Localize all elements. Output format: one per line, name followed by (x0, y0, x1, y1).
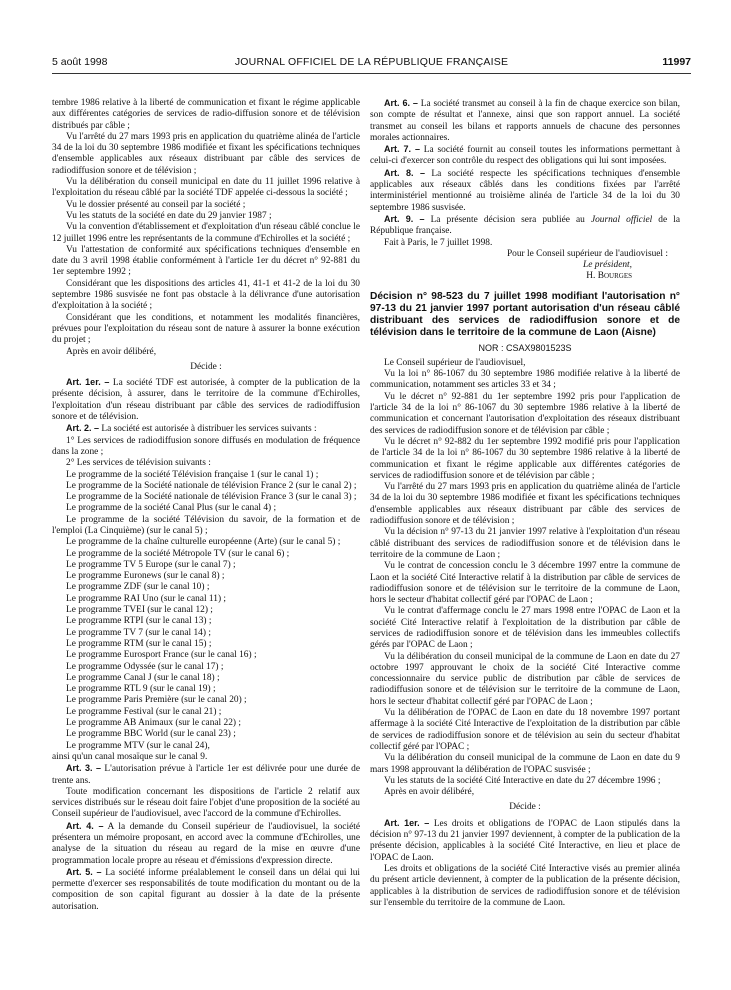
paragraph: Les droits et obligations de la société Cité Interactive visés au premier alinéa du présent article deviennent, à compter de la publication de la présente décision, applicables à la distribution de services de radiodiffusion sonore et de télévision sur l'ensemble du territoire de la commune de Laon. (370, 863, 680, 908)
paragraph: Vu le décret n° 92-881 du 1er septembre 1992 pris pour l'application de l'article 34 de la loi n° 86-1067 du 30 septembre 1986 relative à la liberté de communication et concernant l'autorisation d'exploitation des réseaux distribuant des services de radiodiffusion sonore et de télévision par câble ; (370, 391, 680, 436)
paragraph: ainsi qu'un canal mosaïque sur le canal 9. (52, 751, 208, 762)
paragraph: Considérant que les dispositions des articles 41, 41-1 et 41-2 de la loi du 30 septembre 1986 susvisée ne font pas obstacle à la délivrance d'une autorisation d'exploitation à la société ; (52, 278, 360, 312)
header-rule (52, 73, 691, 74)
programme-item: Le programme de la société Canal Plus (sur le canal 4) ; (66, 503, 277, 514)
article-5 (52, 867, 360, 913)
programme-item: Le programme de la société Métropole TV (sur le canal 6) ; (66, 548, 290, 559)
article-label: Art. 1er. – (384, 817, 430, 828)
paragraph: 1° Les services de radiodiffusion sonore diffusés en modulation de fréquence dans la zone ; (52, 435, 360, 457)
signature-name: H. Bourges (586, 271, 632, 282)
programme-item: Le programme Festival (sur le canal 21) ; (66, 706, 222, 717)
programme-item: Le programme de la Société nationale de télévision France 2 (sur le canal 2) ; (66, 480, 357, 491)
article-9 (370, 214, 680, 238)
paragraph: Vu la délibération du conseil municipal de la commune de Laon en date du 9 mars 1998 approuvant la délibération de l'OPAC susvisée ; (370, 753, 680, 775)
paragraph: Toute modification concernant les dispositions de l'article 2 relatif aux services distribués sur le réseau doit faire l'objet d'une proposition de la société au Conseil supérieur de l'audiovisuel, avec l'accord de la commune d'Echirolles. (52, 786, 360, 820)
programme-item: Le programme TV 5 Europe (sur le canal 7) ; (66, 559, 236, 570)
paragraph: Considérant que les conditions, et notamment les modalités financières, prévues pour l'exploitation du réseau sont de nature à assurer la bonne exécution du projet ; (52, 312, 360, 346)
article-label: Art. 4. – (66, 820, 104, 831)
programme-item: Le programme TV 7 (sur le canal 14) ; (66, 627, 211, 638)
article-6 (370, 98, 680, 144)
article-text: La société transmet au conseil à la fin de chaque exercice son bilan, son compte de résultat et l'annexe, ainsi que son rapport annuel. La société transmet au conseil les bilans et rapports annuels de chacune des personnes morales actionnaires. (370, 99, 681, 143)
article-1 (52, 377, 360, 423)
article-label: Art. 5. – (66, 866, 102, 877)
article-2 (52, 423, 360, 435)
article-text: La société TDF est autorisée, à compter de la publication de la présente décision, à assurer, dans le territoire de la commune d'Echirolles, l'exploitation d'un réseau distribuant par câble des services de radiodiffusion sonore et de télévision. (52, 378, 361, 423)
article-text: L'autorisation prévue à l'article 1er est délivrée pour une durée de trente ans. (52, 764, 360, 786)
article-label: Art. 7. – (384, 144, 420, 155)
programme-item: Le programme de la Société nationale de télévision France 3 (sur le canal 3) ; (66, 492, 357, 503)
decide-heading: Décide : (509, 802, 541, 813)
paragraph: Vu la délibération du conseil municipal en date du 11 juillet 1996 relative à l'exploitation du réseau câblé par la société TDF appelée ci-dessous la société ; (52, 177, 360, 199)
paragraph: 2° Les services de télévision suivants : (66, 458, 211, 469)
paragraph: Vu la décision n° 97-13 du 21 janvier 1997 relative à l'exploitation d'un réseau câblé distribuant des services de radiodiffusion sonore et de télévision dans le territoire de la commune de Laon ; (370, 527, 680, 560)
programme-item: Le programme Paris Première (sur le canal 20) ; (66, 695, 247, 706)
programme-item: Le programme MTV (sur le canal 24), (66, 740, 210, 751)
left-column (52, 98, 360, 913)
paragraph: Après en avoir délibéré, (66, 346, 157, 357)
paragraph: Vu le contrat de concession conclu le 3 décembre 1997 entre la commune de Laon et la société Cité Interactive relatif à la distribution par câble de services de radiodiffusion sonore et de télévision sur le territoire de la commune de Laon, hors le secteur d'habitat collectif géré par l'OPAC de Laon ; (370, 561, 680, 606)
paragraph: Vu l'arrêté du 27 mars 1993 pris en application du quatrième alinéa de l'article 34 de la loi du 30 septembre 1986 modifiée et fixant les spécifications techniques d'ensemble applicables aux réseaux distribuant par câble des services de radiodiffusion sonore et de télévision ; (370, 482, 680, 527)
article-label: Art. 9. – (384, 213, 425, 224)
article-label: Art. 2. – (66, 423, 100, 434)
programme-item: Le programme de la société Télévision du savoir, de la formation et de l'emploi (La Cinquième) (sur le canal 5) ; (52, 514, 360, 536)
article-label: Art. 1er. – (66, 377, 110, 388)
decide-heading: Décide : (190, 361, 222, 372)
programme-item: Le programme AB Animaux (sur le canal 22) ; (66, 718, 241, 729)
nor-reference: NOR : CSAX9801523S (478, 342, 572, 353)
article-3 (52, 763, 360, 787)
article-1 (370, 818, 680, 864)
paragraph: Vu la loi n° 86-1067 du 30 septembre 1986 modifiée relative à la liberté de communication, notamment ses articles 33 et 34 ; (370, 369, 680, 391)
programme-item: Le programme ZDF (sur le canal 10) ; (66, 582, 210, 593)
paragraph: Vu la délibération de l'OPAC de Laon en date du 18 novembre 1997 portant affermage à la société Cité Interactive de l'exploitation de la distribution par câble de services de radiodiffusion sonore et de télévision au sein du secteur d'habitat collectif géré par l'OPAC ; (370, 708, 680, 752)
header-page-number: 11997 (662, 56, 691, 68)
paragraph: tembre 1986 relative à la liberté de communication et fixant le régime applicable aux différentes catégories de services de radio-diffusion sonore et de télévision distribués par câble ; (52, 98, 360, 131)
programme-item: Le programme Eurosport France (sur le canal 16) ; (66, 650, 257, 661)
header-journal-title: JOURNAL OFFICIEL DE LA RÉPUBLIQUE FRANÇAISE (234, 56, 509, 68)
article-text: A la demande du Conseil supérieur de l'audiovisuel, la société présentera un mémoire proposant, en accord avec la commune d'Echirolles, une analyse de la situation du réseau au regard de la mise en œuvre d'une programmation locale propre au réseau et d'émissions d'expression directe. (52, 821, 360, 866)
programme-item: Le programme Euronews (sur le canal 8) ; (66, 571, 225, 582)
article-7 (370, 144, 680, 168)
paragraph: Vu le contrat d'affermage conclu le 27 mars 1998 entre l'OPAC de Laon et la société Cité Interactive relatif à l'exploitation de la distribution par câble de services de radiodiffusion sonore et de télévision dans les immeubles collectifs gérés par l'OPAC de Laon ; (370, 606, 680, 651)
paragraph: Vu la délibération du conseil municipal de la commune de Laon en date du 27 octobre 1997 approuvant le choix de la société Cité Interactive comme concessionnaire du service public de distribution par câble de services de radiodiffusion sonore et de télévision sur le territoire de la commune de Laon, hors le secteur d'habitat collectif géré par l'OPAC de Laon ; (370, 651, 680, 707)
header-date: 5 août 1998 (52, 56, 108, 68)
page-header (52, 56, 691, 72)
paragraph: Vu l'attestation de conformité aux spécifications techniques d'ensemble en date du 3 avril 1998 établie conformément à l'article 1er du décret n° 92-881 du 1er septembre 1992 ; (52, 244, 360, 278)
article-text: La présente décision sera publiée au (430, 214, 591, 225)
programme-item: Le programme RTM (sur le canal 15) ; (66, 638, 212, 649)
signature-title: Le président, (583, 260, 632, 271)
article-text: de la République française. (370, 214, 680, 237)
article-label: Art. 8. – (384, 167, 426, 178)
programme-item: Le programme BBC World (sur le canal 23) ; (66, 729, 236, 740)
article-8 (370, 168, 680, 214)
paragraph: Vu le dossier présenté au conseil par la société ; (66, 199, 246, 210)
programme-item: Le programme RTL 9 (sur le canal 19) ; (66, 684, 216, 695)
paragraph: Vu les statuts de la société en date du 29 janvier 1987 ; (66, 210, 272, 221)
journal-name: Journal officiel (590, 214, 653, 225)
programme-list (52, 470, 360, 752)
article-text: La société est autorisée à distribuer les services suivants : (101, 424, 317, 435)
article-text: Les droits et obligations de l'OPAC de Laon stipulés dans la décision n° 97-13 du 21 janvier 1997 deviennent, à compter de la publication de la présente décision, applicables à la société Cité Interactive, en lieu et place de l'OPAC de Laon. (370, 818, 680, 863)
paragraph: Le Conseil supérieur de l'audiovisuel, (384, 357, 526, 368)
article-4 (52, 821, 360, 867)
programme-item: Le programme Odyssée (sur le canal 17) ; (66, 661, 224, 672)
programme-item: Le programme RAI Uno (sur le canal 11) ; (66, 593, 227, 604)
programme-item: Le programme de la société Télévision française 1 (sur le canal 1) ; (66, 469, 319, 480)
programme-item: Le programme TVEI (sur le canal 12) ; (66, 605, 213, 616)
article-label: Art. 3. – (66, 763, 102, 774)
article-label: Art. 6. – (384, 98, 418, 108)
programme-item: Le programme de la chaîne culturelle européenne (Arte) (sur le canal 5) ; (66, 537, 341, 548)
paragraph: Après en avoir délibéré, (384, 787, 475, 798)
paragraph: Vu la convention d'établissement et d'exploitation d'un réseau câblé conclue le 12 juillet 1996 entre les représentants de la commune d'Echirolles et la société ; (52, 222, 360, 244)
paragraph: Vu le décret n° 92-882 du 1er septembre 1992 modifié pris pour l'application de l'article 34 de la loi n° 86-1067 du 30 septembre 1986 relative à la liberté de communication et fixant le régime applicable aux différentes catégories de services de radiodiffusion sonore et de télévision par câble ; (370, 436, 680, 481)
article-text: La société informe préalablement le conseil dans un délai qui lui permette d'exercer ses responsabilités de toute modification du montant ou de la composition de son capital figurant au dossier à la date de la présente autorisation. (52, 867, 361, 912)
decision-title: Décision n° 98-523 du 7 juillet 1998 modifiant l'autorisation n° 97-13 du 21 janvier 1997 portant autorisation d'un réseau câblé distribuant des services de radiodiffusion sonore et de télévision dans le territoire de la commune de Laon (Aisne) (370, 290, 680, 339)
right-column (370, 98, 680, 909)
programme-item: Le programme RTPI (sur le canal 13) ; (66, 616, 212, 627)
signature-authority: Pour le Conseil supérieur de l'audiovisuel : (506, 248, 668, 259)
programme-item: Le programme Canal J (sur le canal 18) ; (66, 672, 220, 683)
paragraph: Vu l'arrêté du 27 mars 1993 pris en application du quatrième alinéa de l'article 34 de la loi du 30 septembre 1986 modifiée et fixant les spécifications techniques d'ensemble applicables aux réseaux distribuant par câble des services de radiodiffusion sonore et de télévision ; (52, 131, 360, 176)
paragraph: Vu les statuts de la société Cité Interactive en date du 27 décembre 1996 ; (384, 775, 661, 786)
article-text: La société respecte les spécifications techniques d'ensemble applicables aux réseaux câblés dans les conditions fixées par l'arrêté interministériel mentionné au troisième alinéa de l'article 34 de la loi du 30 septembre 1986 susvisée. (370, 168, 681, 213)
signature-place-date: Fait à Paris, le 7 juillet 1998. (384, 237, 493, 248)
article-text: La société fournit au conseil toutes les informations permettant à celui-ci d'exercer son contrôle du respect des obligations qui lui sont imposées. (370, 145, 680, 167)
